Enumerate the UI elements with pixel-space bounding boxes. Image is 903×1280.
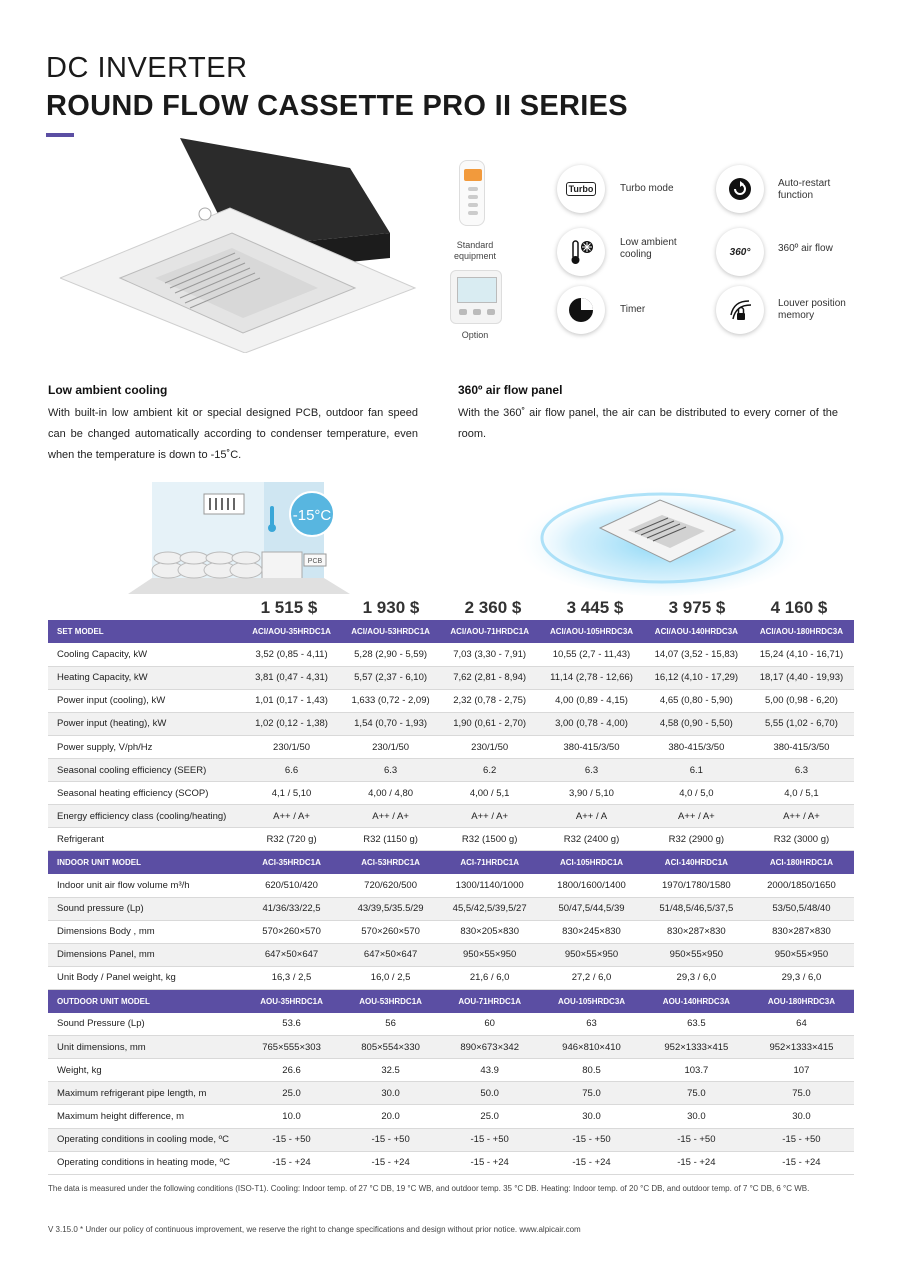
table-cell: 1,633 (0,72 - 2,09) <box>341 689 440 712</box>
table-cell: -15 - +24 <box>539 1151 644 1174</box>
table-cell: 1800/1600/1400 <box>539 874 644 897</box>
table-cell: 27,2 / 6,0 <box>539 966 644 989</box>
table-cell: 4,0 / 5,0 <box>644 782 749 805</box>
table-cell: 51/48,5/46,5/37,5 <box>644 897 749 920</box>
table-cell: A++ / A+ <box>644 805 749 828</box>
air-flow-360-icon <box>716 228 764 276</box>
table-cell: R32 (1150 g) <box>341 828 440 851</box>
table-cell: R32 (2400 g) <box>539 828 644 851</box>
table-cell: 4,65 (0,80 - 5,90) <box>644 689 749 712</box>
table-cell: ACI/AOU-35HRDC1A <box>242 620 341 643</box>
table-cell: 64 <box>749 1013 854 1036</box>
table-cell: 29,3 / 6,0 <box>749 966 854 989</box>
table-cell: 380-415/3/50 <box>539 735 644 758</box>
table-cell: -15 - +24 <box>749 1151 854 1174</box>
table-cell: 75.0 <box>749 1082 854 1105</box>
table-cell: 75.0 <box>539 1082 644 1105</box>
table-cell: 10.0 <box>242 1105 341 1128</box>
table-cell: 107 <box>749 1059 854 1082</box>
table-cell: 3,90 / 5,10 <box>539 782 644 805</box>
row-label: Refrigerant <box>48 828 242 851</box>
standard-remote-image <box>459 160 485 226</box>
feature-louver-label: Louver position memory <box>778 298 846 321</box>
table-cell: 103.7 <box>644 1059 749 1082</box>
table-cell: ACI-105HRDC1A <box>539 851 644 874</box>
table-cell: 2,32 (0,78 - 2,75) <box>440 689 539 712</box>
table-cell: 3,00 (0,78 - 4,00) <box>539 712 644 735</box>
table-cell: 830×287×830 <box>749 920 854 943</box>
row-label: Unit dimensions, mm <box>48 1036 242 1059</box>
table-cell: AOU-53HRDC1A <box>341 990 440 1013</box>
table-cell: 53.6 <box>242 1013 341 1036</box>
table-cell: 6.3 <box>539 759 644 782</box>
row-label: Dimensions Body , mm <box>48 920 242 943</box>
feature-low-ambient-label: Low ambient cooling <box>620 237 677 260</box>
table-cell: 30.0 <box>539 1105 644 1128</box>
price-row <box>48 598 854 622</box>
option-remote-image <box>450 270 502 324</box>
table-cell: ACI-180HRDC1A <box>749 851 854 874</box>
table-row <box>48 943 854 966</box>
table-cell: 53/50,5/48/40 <box>749 897 854 920</box>
table-cell: A++ / A+ <box>242 805 341 828</box>
table-cell: AOU-180HRDC3A <box>749 990 854 1013</box>
table-cell: R32 (2900 g) <box>644 828 749 851</box>
table-cell: 16,0 / 2,5 <box>341 966 440 989</box>
table-cell: AOU-35HRDC1A <box>242 990 341 1013</box>
table-cell: 32.5 <box>341 1059 440 1082</box>
table-row <box>48 874 854 897</box>
table-cell: A++ / A+ <box>749 805 854 828</box>
table-cell: ACI/AOU-53HRDC1A <box>341 620 440 643</box>
table-cell: 1,01 (0,17 - 1,43) <box>242 689 341 712</box>
table-cell: 7,03 (3,30 - 7,91) <box>440 643 539 666</box>
table-cell: 230/1/50 <box>440 735 539 758</box>
table-cell: 952×1333×415 <box>749 1036 854 1059</box>
table-cell: A++ / A <box>539 805 644 828</box>
table-cell: AOU-105HRDC3A <box>539 990 644 1013</box>
table-cell: 6.2 <box>440 759 539 782</box>
table-cell: 10,55 (2,7 - 11,43) <box>539 643 644 666</box>
table-cell: 830×245×830 <box>539 920 644 943</box>
feature-turbo-label: Turbo mode <box>620 183 674 194</box>
standard-equipment-label: Standard equipment <box>453 240 497 261</box>
feature-timer-label: Timer <box>620 304 646 315</box>
table-cell: 30.0 <box>749 1105 854 1128</box>
row-label: INDOOR UNIT MODEL <box>48 851 242 874</box>
table-row <box>48 920 854 943</box>
table-cell: 570×260×570 <box>242 920 341 943</box>
temp-badge: -15°C <box>292 507 332 524</box>
table-row <box>48 735 854 758</box>
table-cell: 6.1 <box>644 759 749 782</box>
table-cell: 21,6 / 6,0 <box>440 966 539 989</box>
timer-icon <box>557 286 605 334</box>
row-label: Weight, kg <box>48 1059 242 1082</box>
title-line1: DC INVERTER <box>46 52 248 84</box>
table-cell: ACI/AOU-105HRDC3A <box>539 620 644 643</box>
table-cell: 230/1/50 <box>242 735 341 758</box>
table-cell: ACI/AOU-140HRDC3A <box>644 620 749 643</box>
table-cell: 7,62 (2,81 - 8,94) <box>440 666 539 689</box>
row-label: Operating conditions in heating mode, ºC <box>48 1151 242 1174</box>
table-cell: 43/39,5/35.5/29 <box>341 897 440 920</box>
table-cell: -15 - +50 <box>440 1128 539 1151</box>
feature-auto-restart-label: Auto-restart function <box>778 178 831 201</box>
table-cell: 720/620/500 <box>341 874 440 897</box>
table-cell: 5,00 (0,98 - 6,20) <box>749 689 854 712</box>
row-label: Seasonal cooling efficiency (SEER) <box>48 759 242 782</box>
table-cell: 830×205×830 <box>440 920 539 943</box>
table-row <box>48 828 854 851</box>
row-label: Seasonal heating efficiency (SCOP) <box>48 782 242 805</box>
table-row <box>48 643 854 666</box>
measurement-footnote: The data is measured under the following conditions (ISO-T1). Cooling: Indoor temp. of 27 °C DB, 19 °C WB, and outdoor temp. 35 °C DB. Heating: Indoor temp. of 20 °C DB, and outdoor temp. of 7 °C DB, 6 °C WB. <box>48 1184 810 1193</box>
table-cell: 1300/1140/1000 <box>440 874 539 897</box>
table-cell: ACI-140HRDC1A <box>644 851 749 874</box>
table-cell: 25.0 <box>242 1082 341 1105</box>
footer-disclaimer: V 3.15.0 * Under our policy of continuous improvement, we reserve the right to change specifications and design without prior notice. www.alpicair.com <box>48 1225 581 1234</box>
price: 3 975 $ <box>668 598 726 617</box>
table-cell: 56 <box>341 1013 440 1036</box>
title-accent-bar <box>46 133 74 137</box>
row-label: Cooling Capacity, kW <box>48 643 242 666</box>
table-row <box>48 666 854 689</box>
table-cell: R32 (720 g) <box>242 828 341 851</box>
table-cell: ACI/AOU-180HRDC3A <box>749 620 854 643</box>
table-row <box>48 897 854 920</box>
table-cell: 5,55 (1,02 - 6,70) <box>749 712 854 735</box>
feature-360-label: 360º air flow <box>778 243 833 254</box>
table-cell: ACI-35HRDC1A <box>242 851 341 874</box>
table-cell: 950×55×950 <box>539 943 644 966</box>
option-label: Option <box>461 330 489 340</box>
table-cell: 14,07 (3,52 - 15,83) <box>644 643 749 666</box>
table-cell: -15 - +24 <box>242 1151 341 1174</box>
table-cell: 16,3 / 2,5 <box>242 966 341 989</box>
air-flow-illustration <box>510 478 815 598</box>
table-cell: 4,00 (0,89 - 4,15) <box>539 689 644 712</box>
low-ambient-text: With built-in low ambient kit or special designed PCB, outdoor fan speed can be changed automatically according to condenser temperature, even when the temperature is down to -15˚C. <box>48 407 418 461</box>
row-label: OUTDOOR UNIT MODEL <box>48 990 242 1013</box>
price: 1 930 $ <box>362 598 420 617</box>
table-row <box>48 1059 854 1082</box>
table-cell: 230/1/50 <box>341 735 440 758</box>
table-cell: 830×287×830 <box>644 920 749 943</box>
row-label: Power supply, V/ph/Hz <box>48 735 242 758</box>
table-cell: 5,28 (2,90 - 5,59) <box>341 643 440 666</box>
table-header-row <box>48 990 854 1013</box>
table-row <box>48 805 854 828</box>
table-cell: 570×260×570 <box>341 920 440 943</box>
table-row <box>48 1036 854 1059</box>
table-cell: 950×55×950 <box>644 943 749 966</box>
table-row <box>48 782 854 805</box>
table-cell: 4,00 / 4,80 <box>341 782 440 805</box>
row-label: Power input (cooling), kW <box>48 689 242 712</box>
table-row <box>48 712 854 735</box>
row-label: Maximum refrigerant pipe length, m <box>48 1082 242 1105</box>
air-flow-text: With the 360˚ air flow panel, the air can be distributed to every corner of the room. <box>458 407 838 440</box>
table-cell: 950×55×950 <box>440 943 539 966</box>
row-label: Energy efficiency class (cooling/heating) <box>48 805 242 828</box>
table-cell: -15 - +50 <box>341 1128 440 1151</box>
row-label: Power input (heating), kW <box>48 712 242 735</box>
table-cell: -15 - +24 <box>440 1151 539 1174</box>
table-cell: 80.5 <box>539 1059 644 1082</box>
table-cell: 20.0 <box>341 1105 440 1128</box>
price: 2 360 $ <box>464 598 522 617</box>
table-cell: 2000/1850/1650 <box>749 874 854 897</box>
table-cell: -15 - +50 <box>749 1128 854 1151</box>
row-label: SET MODEL <box>48 620 242 643</box>
table-cell: -15 - +50 <box>539 1128 644 1151</box>
table-cell: 15,24 (4,10 - 16,71) <box>749 643 854 666</box>
table-cell: 26.6 <box>242 1059 341 1082</box>
table-header-row <box>48 851 854 874</box>
row-label: Dimensions Panel, mm <box>48 943 242 966</box>
table-cell: 1970/1780/1580 <box>644 874 749 897</box>
table-cell: 45,5/42,5/39,5/27 <box>440 897 539 920</box>
table-cell: 4,0 / 5,1 <box>749 782 854 805</box>
price: 3 445 $ <box>566 598 624 617</box>
table-cell: 1,90 (0,61 - 2,70) <box>440 712 539 735</box>
table-row <box>48 966 854 989</box>
table-cell: 805×554×330 <box>341 1036 440 1059</box>
price: 4 160 $ <box>770 598 828 617</box>
table-cell: 11,14 (2,78 - 12,66) <box>539 666 644 689</box>
table-cell: 1,54 (0,70 - 1,93) <box>341 712 440 735</box>
table-cell: 952×1333×415 <box>644 1036 749 1059</box>
table-cell: -15 - +24 <box>341 1151 440 1174</box>
table-cell: 41/36/33/22,5 <box>242 897 341 920</box>
price: 1 515 $ <box>260 598 318 617</box>
specifications-table <box>48 620 854 1175</box>
table-cell: 620/510/420 <box>242 874 341 897</box>
row-label: Operating conditions in cooling mode, ºC <box>48 1128 242 1151</box>
table-cell: 50/47,5/44,5/39 <box>539 897 644 920</box>
table-cell: 25.0 <box>440 1105 539 1128</box>
table-cell: 43.9 <box>440 1059 539 1082</box>
row-label: Maximum height difference, m <box>48 1105 242 1128</box>
table-row <box>48 759 854 782</box>
table-cell: A++ / A+ <box>440 805 539 828</box>
table-cell: 380-415/3/50 <box>644 735 749 758</box>
table-cell: ACI/AOU-71HRDC1A <box>440 620 539 643</box>
table-cell: 3,52 (0,85 - 4,11) <box>242 643 341 666</box>
turbo-icon-text: Turbo <box>566 182 597 196</box>
table-row <box>48 1128 854 1151</box>
turbo-icon <box>557 165 605 213</box>
table-cell: 30.0 <box>644 1105 749 1128</box>
table-cell: 765×555×303 <box>242 1036 341 1059</box>
table-row <box>48 1082 854 1105</box>
table-cell: 950×55×950 <box>749 943 854 966</box>
table-row <box>48 1013 854 1036</box>
table-cell: 18,17 (4,40 - 19,93) <box>749 666 854 689</box>
table-cell: AOU-140HRDC3A <box>644 990 749 1013</box>
low-ambient-heading: Low ambient cooling <box>48 383 168 397</box>
table-cell: R32 (3000 g) <box>749 828 854 851</box>
table-cell: 946×810×410 <box>539 1036 644 1059</box>
table-cell: ACI-53HRDC1A <box>341 851 440 874</box>
table-cell: 4,58 (0,90 - 5,50) <box>644 712 749 735</box>
table-cell: 4,1 / 5,10 <box>242 782 341 805</box>
table-cell: 5,57 (2,37 - 6,10) <box>341 666 440 689</box>
table-header-row <box>48 620 854 643</box>
table-cell: 60 <box>440 1013 539 1036</box>
table-cell: 75.0 <box>644 1082 749 1105</box>
row-label: Sound pressure (Lp) <box>48 897 242 920</box>
table-cell: AOU-71HRDC1A <box>440 990 539 1013</box>
title-line2: ROUND FLOW CASSETTE PRO II SERIES <box>46 90 628 122</box>
cassette-unit-image <box>60 138 420 353</box>
low-ambient-icon <box>557 228 605 276</box>
table-row <box>48 1105 854 1128</box>
table-cell: 890×673×342 <box>440 1036 539 1059</box>
row-label: Heating Capacity, kW <box>48 666 242 689</box>
table-cell: 3,81 (0,47 - 4,31) <box>242 666 341 689</box>
table-cell: 647×50×647 <box>242 943 341 966</box>
low-ambient-illustration <box>128 482 350 594</box>
air-flow-360-icon-text: 360° <box>729 246 751 258</box>
table-cell: 6.6 <box>242 759 341 782</box>
table-cell: 6.3 <box>749 759 854 782</box>
table-cell: R32 (1500 g) <box>440 828 539 851</box>
row-label: Sound Pressure (Lp) <box>48 1013 242 1036</box>
table-cell: A++ / A+ <box>341 805 440 828</box>
table-cell: -15 - +50 <box>644 1128 749 1151</box>
table-row <box>48 1151 854 1174</box>
auto-restart-icon <box>716 165 764 213</box>
table-cell: 647×50×647 <box>341 943 440 966</box>
pcb-label: PCB <box>307 558 323 565</box>
air-flow-heading: 360º air flow panel <box>458 383 563 397</box>
table-cell: 29,3 / 6,0 <box>644 966 749 989</box>
table-cell: -15 - +50 <box>242 1128 341 1151</box>
table-cell: 1,02 (0,12 - 1,38) <box>242 712 341 735</box>
table-cell: 50.0 <box>440 1082 539 1105</box>
table-cell: 6.3 <box>341 759 440 782</box>
table-cell: 4,00 / 5,1 <box>440 782 539 805</box>
row-label: Unit Body / Panel weight, kg <box>48 966 242 989</box>
table-cell: -15 - +24 <box>644 1151 749 1174</box>
louver-icon <box>716 286 764 334</box>
table-cell: 380-415/3/50 <box>749 735 854 758</box>
table-cell: 30.0 <box>341 1082 440 1105</box>
table-row <box>48 689 854 712</box>
row-label: Indoor unit air flow volume m³/h <box>48 874 242 897</box>
table-cell: 16,12 (4,10 - 17,29) <box>644 666 749 689</box>
table-cell: ACI-71HRDC1A <box>440 851 539 874</box>
table-cell: 63 <box>539 1013 644 1036</box>
table-cell: 63.5 <box>644 1013 749 1036</box>
